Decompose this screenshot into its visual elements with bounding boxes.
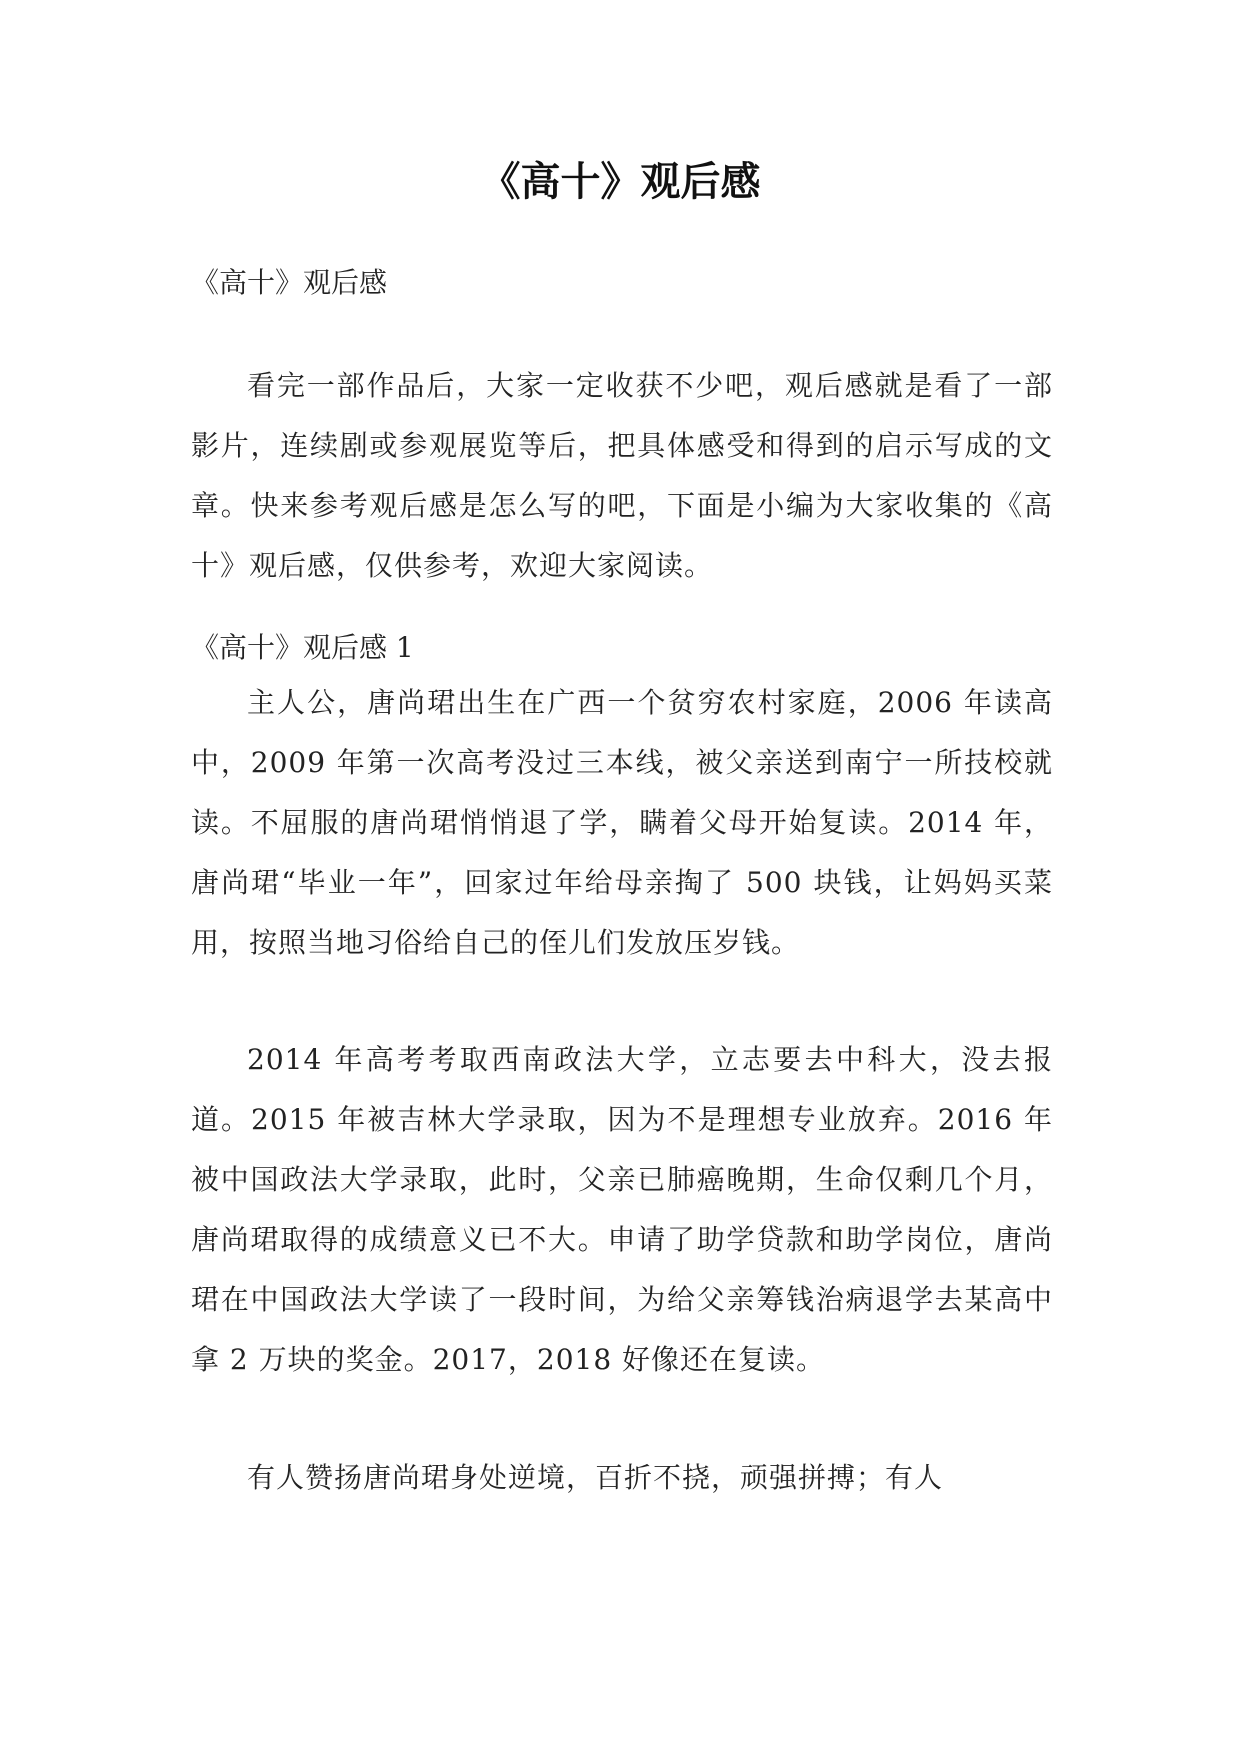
section-heading: 《高十》观后感 1: [191, 631, 414, 664]
intro-paragraph: 看完一部作品后，大家一定收获不少吧，观后感就是看了一部影片，连续剧或参观展览等后，把具体感受和得到的启示写成的文章。快来参考观后感是怎么写的吧，下面是小编为大家收集的《高十》观后感，仅供参考，欢迎大家阅读。: [191, 369, 1053, 582]
body-paragraph-2: 2014 年高考考取西南政法大学，立志要去中科大，没去报道。2015 年被吉林大学录取，因为不是理想专业放弃。2016 年被中国政法大学录取，此时，父亲已肺癌晚期，生命仅剩几个月，唐尚珺取得的成绩意义已不大。申请了助学贷款和助学岗位，唐尚珺在中国政法大学读了一段时间，为给父亲筹钱治病退学去某高中拿 2 万块的奖金。2017，2018 好像还在复读。: [191, 1043, 1053, 1376]
document-subtitle: 《高十》观后感: [191, 266, 388, 299]
intro-paragraph-block: [191, 356, 1053, 596]
body-text: [191, 673, 1053, 973]
body-text-3: [191, 1448, 1053, 1508]
body-paragraph-1: 主人公，唐尚珺出生在广西一个贫穷农村家庭，2006 年读高中，2009 年第一次高考没过三本线，被父亲送到南宁一所技校就读。不屈服的唐尚珺悄悄退了学，瞒着父母开始复读。2014 年，唐尚珺“毕业一年”，回家过年给母亲掏了 500 块钱，让妈妈买菜用，按照当地习俗给自己的侄儿们发放压岁钱。: [191, 686, 1053, 959]
body-text-2: [191, 1030, 1053, 1390]
document-title: 《高十》观后感: [480, 159, 761, 205]
body-paragraph-3: 有人赞扬唐尚珺身处逆境，百折不挠，顽强拼搏；有人: [247, 1461, 944, 1494]
